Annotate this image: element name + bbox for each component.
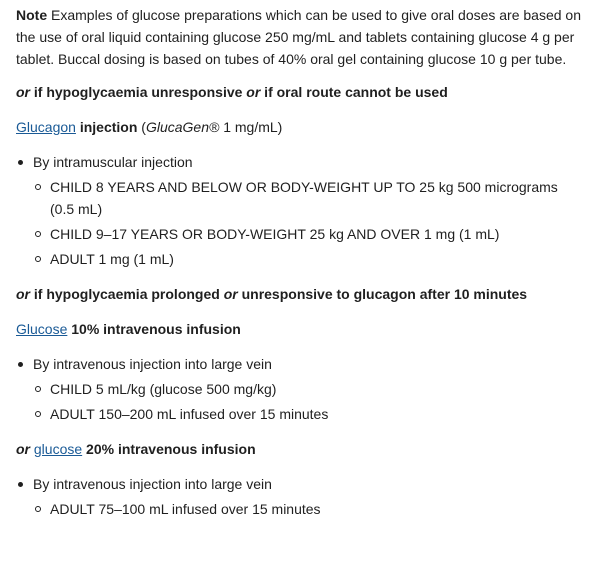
dose-list (33, 176, 584, 270)
note-text: Examples of glucose preparations which can be used to give oral doses are based on the use of oral liquid containing glucose 250 mg/mL and tablets containing glucose 4 g per tablet. Buccal dosing is based on tubes of 40% oral gel containing glucose 10 g per tube. (16, 7, 582, 67)
route-item (16, 151, 584, 270)
glucagon-brand: GlucaGen® (145, 119, 220, 135)
or-keyword: or (223, 286, 238, 302)
route-label: By intravenous injection into large vein (33, 356, 272, 372)
glucose-preparations-note (16, 4, 584, 70)
or-keyword: or (16, 286, 30, 302)
heading-text: unresponsive to glucagon after 10 minutes (237, 286, 528, 302)
note-label: Note (16, 7, 48, 23)
glucose-20-route-list (16, 473, 584, 520)
alternative-heading-prolonged (16, 283, 584, 305)
glucose-link[interactable]: Glucose (16, 321, 68, 337)
heading-text: if oral route cannot be used (260, 84, 448, 100)
dose-item: ADULT 150–200 mL infused over 15 minutes (33, 403, 584, 425)
or-keyword: or (16, 441, 30, 457)
or-keyword: or (246, 84, 261, 100)
alternative-heading-unresponsive (16, 81, 584, 103)
brand-open: ( (137, 119, 146, 135)
glucagon-preparation (16, 116, 584, 138)
dose-item: ADULT 75–100 mL infused over 15 minutes (33, 498, 584, 520)
heading-text: if hypoglycaemia prolonged (30, 286, 224, 302)
glucagon-strength: 1 mg/mL) (219, 119, 283, 135)
dose-list (33, 378, 584, 425)
glucose-10-route-list (16, 353, 584, 425)
glucose-20-preparation (16, 438, 584, 460)
route-label: By intramuscular injection (33, 154, 193, 170)
glucagon-route-list (16, 151, 584, 270)
glucose-10-preparation (16, 318, 584, 340)
dose-list (33, 498, 584, 520)
route-label: By intravenous injection into large vein (33, 476, 272, 492)
dose-item: CHILD 8 YEARS AND BELOW OR BODY-WEIGHT UP TO 25 kg 500 micrograms (0.5 mL) (33, 176, 584, 220)
dose-item: CHILD 5 mL/kg (glucose 500 mg/kg) (33, 378, 584, 400)
heading-text: if hypoglycaemia unresponsive (30, 84, 247, 100)
glucose-20-link[interactable]: glucose (33, 441, 83, 457)
route-item (16, 473, 584, 520)
glucose-20-form: 20% intravenous infusion (82, 441, 256, 457)
dose-item: CHILD 9–17 YEARS OR BODY-WEIGHT 25 kg AND OVER 1 mg (1 mL) (33, 223, 584, 245)
glucagon-link[interactable]: Glucagon (16, 119, 76, 135)
route-item (16, 353, 584, 425)
or-keyword: or (16, 84, 30, 100)
dose-item: ADULT 1 mg (1 mL) (33, 248, 584, 270)
glucose-10-form: 10% intravenous infusion (67, 321, 241, 337)
glucagon-form: injection (75, 119, 138, 135)
